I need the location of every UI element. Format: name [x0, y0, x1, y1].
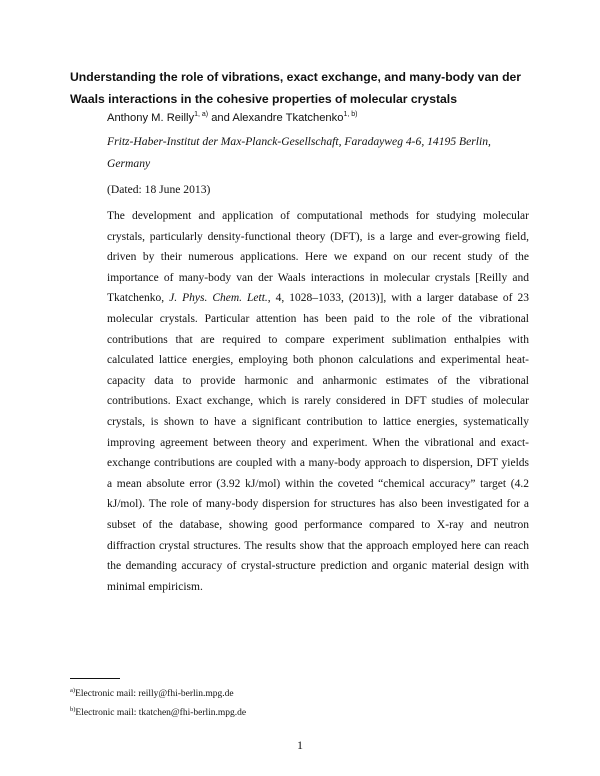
journal-name: J. Phys. Chem. Lett.	[169, 292, 268, 305]
abstract	[107, 206, 529, 597]
author-conjunction: and	[211, 112, 230, 124]
footnote	[70, 687, 234, 699]
date-line: (Dated: 18 June 2013)	[107, 183, 211, 196]
footnote-text: Electronic mail: tkatchen@fhi-berlin.mpg.de	[75, 708, 247, 718]
author-list	[107, 111, 358, 124]
footnote-rule	[70, 678, 120, 679]
page-number: 1	[297, 738, 303, 752]
footnote-mark: b)	[70, 706, 76, 713]
footnote	[70, 706, 246, 718]
author-name: Alexandre Tkatchenko	[232, 112, 344, 124]
footnote-text: Electronic mail: reilly@fhi-berlin.mpg.de	[75, 689, 234, 699]
paper-title: Understanding the role of vibrations, exact exchange, and many-body van der Waals interactions in the cohesive properties of molecular crystals	[70, 70, 522, 106]
author-affiliation-mark: 1, b)	[343, 111, 358, 118]
abstract-text: , 4, 1028–1033, (2013)], with a larger database of 23 molecular crystals. Particular attention has been paid to the role of the vibrational contributions that are required to compare experiment sublimation enthalpies with calculated lattice energies, employing both phonon calculations and experimental heat-capacity data to provide harmonic and anharmonic estimates of the vibrational contributions. Exact exchange, which is rarely considered in DFT studies of molecular crystals, is shown to have a significant contribution to lattice energies, systematically improving agreement between theory and experiment. When the vibrational and exact-exchange contributions are coupled with a many-body approach to dispersion, DFT yields a mean absolute error (3.92 kJ/mol) within the coveted “chemical accuracy” target (4.2 kJ/mol). The role of many-body dispersion for structures has also been investigated for a subset of the database, showing good performance compared to X-ray and neutron diffraction crystal structures. The results show that the approach employed here can reach the demanding accuracy of crystal-structure prediction and organic material design with minimal empiricism.	[107, 292, 529, 593]
author-affiliation-mark: 1, a)	[194, 111, 209, 118]
affiliation: Fritz-Haber-Institut der Max-Planck-Gesellschaft, Faradayweg 4-6, 14195 Berlin, Germany	[107, 135, 491, 170]
footnote-mark: a)	[70, 687, 76, 694]
abstract-text: The development and application of computational methods for studying molecular crystals, particularly density-functional theory (DFT), is a large and ever-growing field, driven by their numerous applications. Here we expand on our recent study of the importance of many-body van der Waals interactions in molecular crystals [Reilly and Tkatchenko,	[107, 210, 529, 305]
author-name: Anthony M. Reilly	[107, 112, 195, 124]
